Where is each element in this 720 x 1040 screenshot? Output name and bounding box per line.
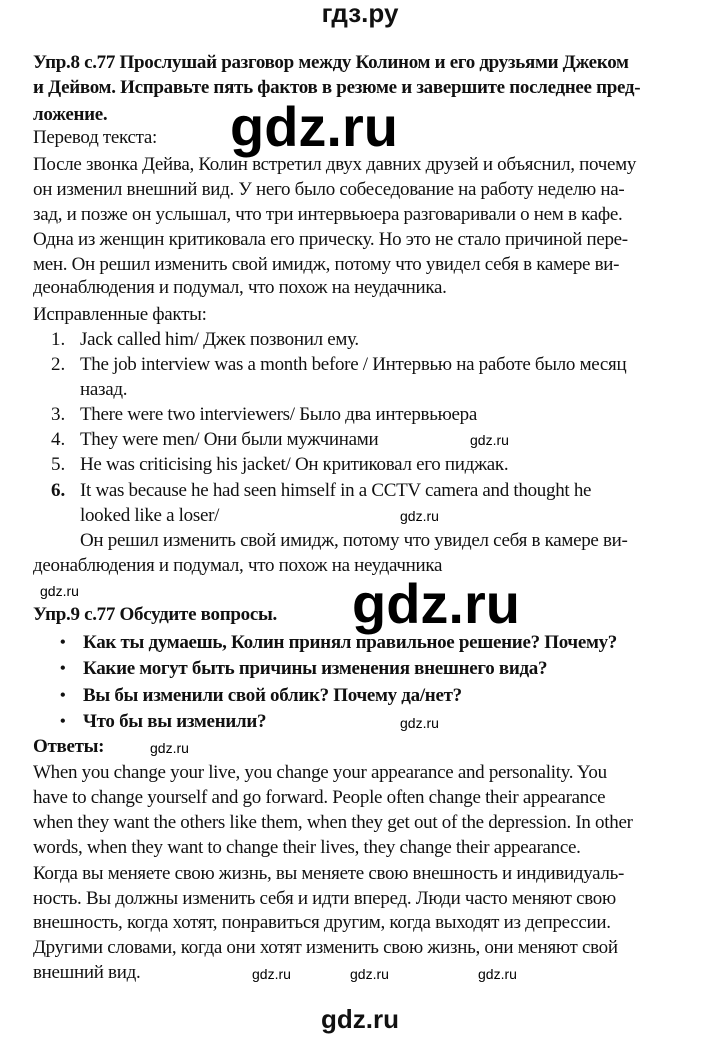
translation-line: мен. Он решил изменить свой имидж, потому что увидел себя в камере ви- [33,254,620,275]
ex8-title-line: Упр.8 с.77 Прослушай разговор между Колином и его друзьями Джеком [33,52,629,73]
question-item: Как ты думаешь, Колин принял правильное решение? Почему? [83,632,618,653]
ex9-title: Упр.9 с.77 Обсудите вопросы. [33,604,277,625]
fact-number: 4. [51,429,66,450]
ex8-title-line: ложение. [33,104,108,125]
answer-ru-line: внешний вид. [33,962,141,983]
watermark-small: gdz.ru [150,740,189,756]
fact-number: 1. [51,329,66,350]
fact-line: The job interview was a month before / Интервью на работе было месяц [80,354,627,375]
translation-line: он изменил внешний вид. У него было собеседование на работу неделю на- [33,179,625,200]
watermark-small: gdz.ru [400,715,439,731]
closing-line: деонаблюдения и подумал, что похож на неудачника [33,555,443,576]
footer-watermark: gdz.ru [321,1004,399,1034]
bullet-icon: • [60,687,66,704]
site-header: гдз.ру [321,0,399,28]
fact-line: looked like a loser/ [80,505,220,526]
fact-line: Jack called him/ Джек позвонил ему. [80,329,359,350]
watermark-small: gdz.ru [40,583,79,599]
fact-line: It was because he had seen himself in a CCTV camera and thought he [80,480,592,501]
answer-ru-line: Другими словами, когда они хотят изменить свою жизнь, они меняют свой [33,937,618,958]
answer-en-line: when they want the others like them, when they get out of the depression. In other [33,812,633,833]
translation-line: зад, и позже он услышал, что три интервьюера разговаривали о нем в кафе. [33,204,623,225]
facts-label: Исправленные факты: [33,304,207,325]
fact-line: He was criticising his jacket/ Он критиковал его пиджак. [80,454,509,475]
watermark-small: gdz.ru [478,966,517,982]
watermark-small: gdz.ru [252,966,291,982]
answer-ru-line: внешность, когда хотят, понравиться другим, когда выходят из депрессии. [33,912,611,933]
translation-label: Перевод текста: [33,127,157,148]
fact-number: 6. [51,480,66,501]
fact-number: 3. [51,404,66,425]
fact-line: They were men/ Они были мужчинами [80,429,379,450]
answers-label: Ответы: [33,736,105,757]
watermark-large: gdz.ru [352,572,520,635]
fact-number: 2. [51,354,66,375]
translation-line: После звонка Дейва, Колин встретил двух давних друзей и объяснил, почему [33,154,637,175]
question-item: Вы бы изменили свой облик? Почему да/нет? [83,685,462,706]
watermark-small: gdz.ru [470,432,509,448]
answer-ru-line: Когда вы меняете свою жизнь, вы меняете свою внешность и индивидуаль- [33,863,625,884]
ex8-title-line: и Дейвом. Исправьте пять фактов в резюме и завершите последнее пред- [33,77,641,98]
translation-line: Одна из женщин критиковала его прическу. Но это не стало причиной пере- [33,229,628,250]
translation-line: деонаблюдения и подумал, что похож на неудачника. [33,277,447,298]
fact-number: 5. [51,454,66,475]
fact-line: There were two interviewers/ Было два интервьюера [80,404,477,425]
question-item: Что бы вы изменили? [83,711,267,732]
bullet-icon: • [60,660,66,677]
answer-en-line: have to change yourself and go forward. People often change their appearance [33,787,606,808]
watermark-small: gdz.ru [350,966,389,982]
bullet-icon: • [60,634,66,651]
answer-en-line: words, when they want to change their lives, they change their appearance. [33,837,581,858]
closing-line: Он решил изменить свой имидж, потому что увидел себя в камере ви- [80,530,628,551]
answer-en-line: When you change your live, you change your appearance and personality. You [33,762,607,783]
bullet-icon: • [60,713,66,730]
question-item: Какие могут быть причины изменения внешнего вида? [83,658,548,679]
answer-ru-line: ность. Вы должны изменить себя и идти вперед. Люди часто меняют свою [33,888,616,909]
watermark-large: gdz.ru [230,95,398,158]
fact-line: назад. [80,379,128,400]
watermark-small: gdz.ru [400,508,439,524]
